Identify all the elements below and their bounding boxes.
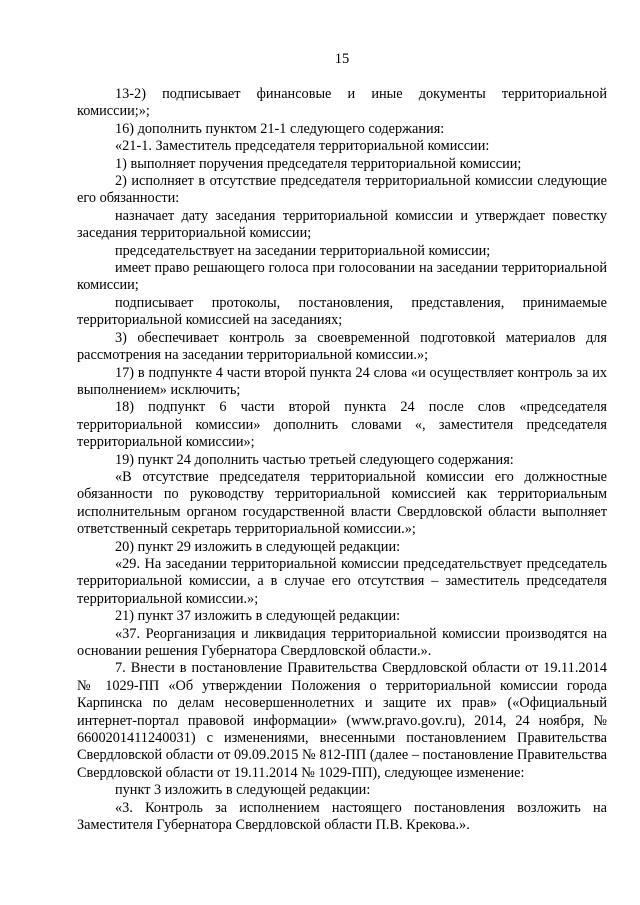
- paragraph: «29. На заседании территориальной комиссии председательствует председатель территориальной комиссии, а в случае его отсутствия – заместитель председателя территориальной комиссии.»;: [77, 555, 607, 607]
- document-body: [77, 86, 607, 834]
- paragraph: 16) дополнить пунктом 21-1 следующего содержания:: [115, 120, 445, 137]
- paragraph: 3) обеспечивает контроль за своевременной подготовкой материалов для рассмотрения на заседании территориальной комиссии.»;: [77, 329, 607, 364]
- paragraph: «21-1. Заместитель председателя территориальной комиссии:: [115, 138, 490, 155]
- paragraph: 2) исполняет в отсутствие председателя территориальной комиссии следующие его обязанности:: [77, 173, 607, 207]
- paragraph: 21) пункт 37 изложить в следующей редакции:: [115, 608, 401, 625]
- paragraph: 7. Внести в постановление Правительства Свердловской области от 19.11.2014 № 1029-ПП «Об утверждении Положения о территориальной комиссии города Карпинска по делам несовершеннолетних и защите их прав» («Официальный интернет-портал правовой информации» (www.pravo.gov.ru), 2014, 24 ноября, № 6600201411240031) с изменениями, внесенными постановлением Правительства Свердловской области от 09.09.2015 № 812-ПП (далее – постановление Правительства Свердловской области от 19.11.2014 № 1029-ПП), следующее изменение:: [77, 660, 607, 781]
- page-number: 15: [334, 51, 350, 67]
- paragraph: «37. Реорганизация и ликвидация территориальной комиссии производятся на основании решения Губернатора Свердловской области.».: [77, 625, 607, 659]
- paragraph: 20) пункт 29 изложить в следующей редакции:: [115, 538, 401, 555]
- paragraph: 1) выполняет поручения председателя территориальной комиссии;: [115, 155, 522, 172]
- paragraph: 17) в подпункте 4 части второй пункта 24 слова «и осуществляет контроль за их выполнением» исключить;: [77, 364, 607, 398]
- paragraph: назначает дату заседания территориальной комиссии и утверждает повестку заседания территориальной комиссии;: [77, 207, 607, 242]
- paragraph: имеет право решающего голоса при голосовании на заседании территориальной комиссии;: [77, 260, 607, 294]
- paragraph: 18) подпункт 6 части второй пункта 24 после слов «председателя территориальной комиссии» дополнить словами «, заместителя председателя территориальной комиссии»;: [77, 399, 607, 451]
- paragraph: 19) пункт 24 дополнить частью третьей следующего содержания:: [115, 451, 514, 468]
- paragraph: 13-2) подписывает финансовые и иные документы территориальной комиссии;»;: [77, 86, 607, 120]
- paragraph: председательствует на заседании территориальной комиссии;: [115, 242, 491, 259]
- paragraph: подписывает протоколы, постановления, представления, принимаемые территориальной комиссией на заседаниях;: [77, 294, 607, 329]
- paragraph: пункт 3 изложить в следующей редакции:: [115, 782, 371, 799]
- paragraph: «В отсутствие председателя территориальной комиссии его должностные обязанности по руководству территориальной комиссией как территориальным исполнительным органом государственной власти Свердловской области выполняет ответственный секретарь территориальной комиссии.»;: [77, 468, 607, 538]
- paragraph: «3. Контроль за исполнением настоящего постановления возложить на Заместителя Губернатора Свердловской области П.В. Крекова.».: [77, 799, 607, 834]
